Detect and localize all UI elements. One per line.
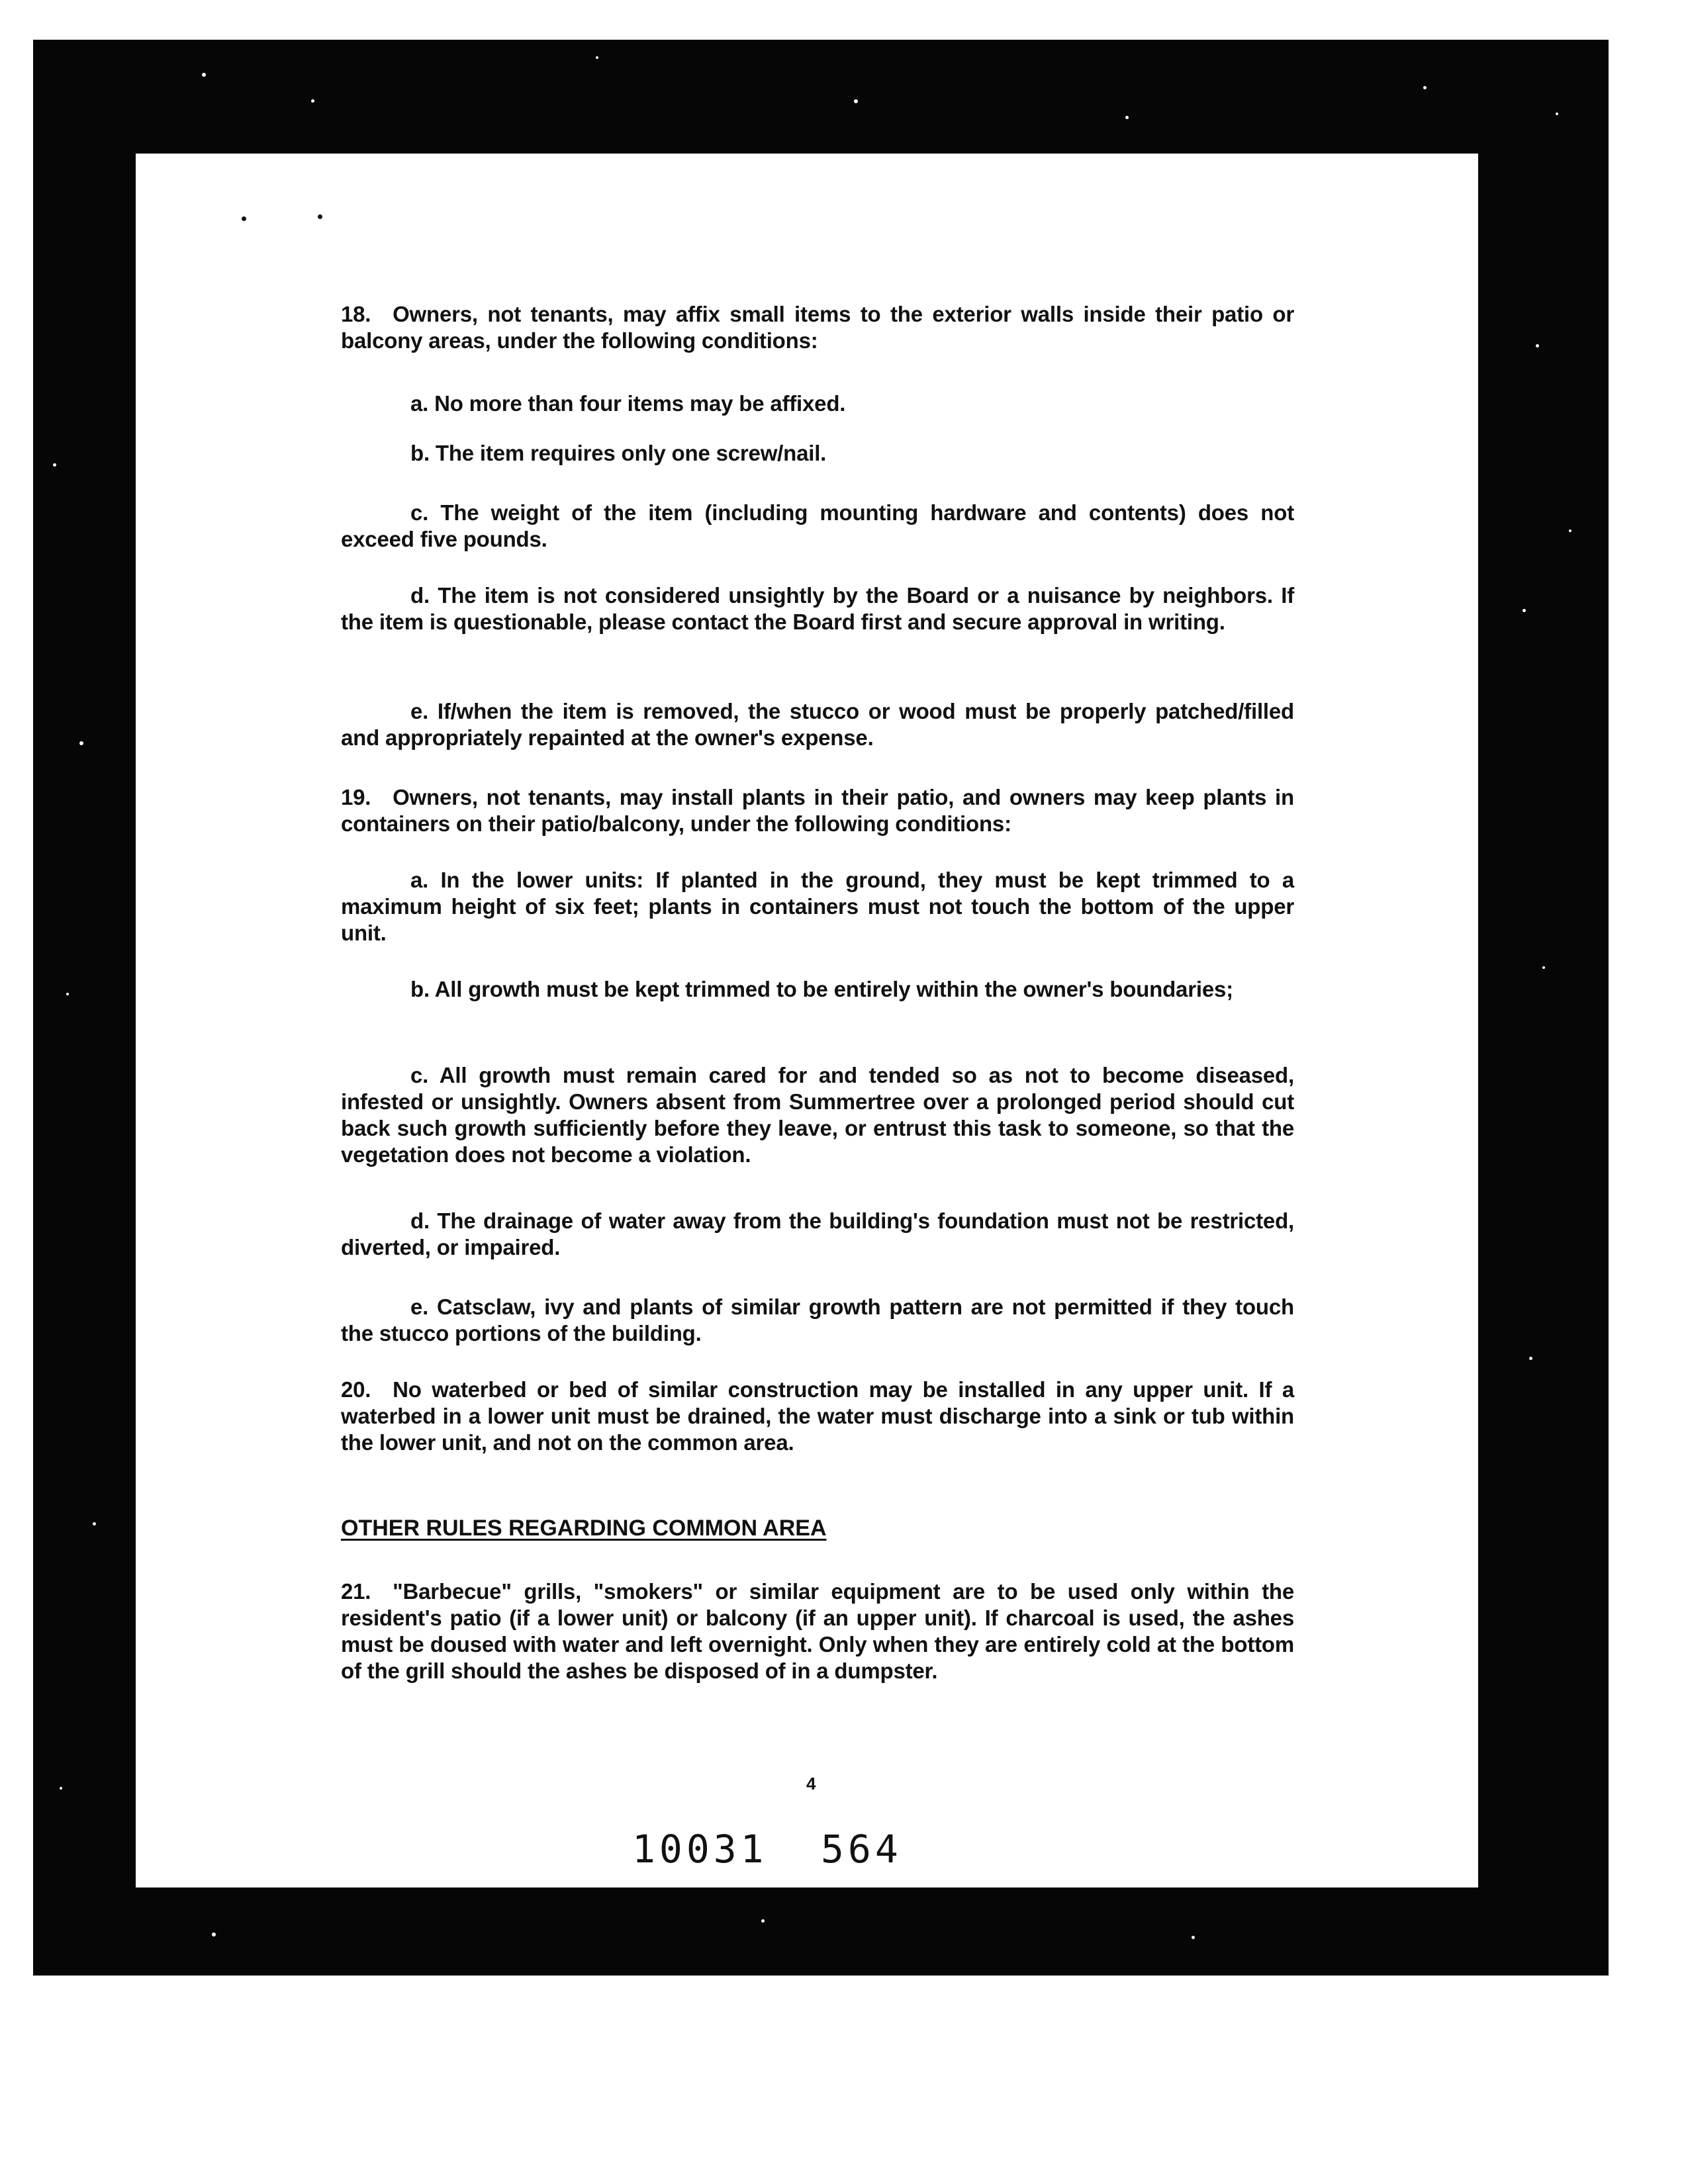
rule-19-condition-a: a. In the lower units: If planted in the ground, they must be kept trimmed to a maximum height of six feet; plants in containers must not touch the bottom of the upper unit. — [341, 868, 1294, 945]
scan-speck — [1542, 966, 1545, 969]
rule-18-condition-b: b. The item requires only one screw/nail. — [410, 441, 827, 465]
scan-speck — [1556, 113, 1558, 115]
section-heading: OTHER RULES REGARDING COMMON AREA — [341, 1516, 827, 1541]
scan-speck — [311, 99, 314, 103]
scan-speck — [202, 73, 206, 77]
scan-speck — [66, 993, 69, 995]
scan-speck — [1125, 116, 1129, 119]
scan-speck — [1523, 609, 1526, 612]
rule-19-condition-e: e. Catsclaw, ivy and plants of similar growth pattern are not permitted if they touch the stucco portions of the building. — [341, 1295, 1294, 1345]
recording-book-number: 10031 — [632, 1827, 768, 1872]
rule-18-condition-e: e. If/when the item is removed, the stucco or wood must be properly patched/filled and appropriately repainted at the owner's expense. — [341, 699, 1294, 750]
rule-20: 20. No waterbed or bed of similar construction may be installed in any upper unit. If a waterbed in a lower unit must be drained, the water must discharge into a sink or tub within the lower unit, and not on the common area. — [341, 1377, 1294, 1455]
rule-19-condition-d: d. The drainage of water away from the building's foundation must not be restricted, diverted, or impaired. — [341, 1208, 1294, 1259]
scan-speck — [1536, 344, 1539, 347]
rule-19-condition-c: c. All growth must remain cared for and tended so as not to become diseased, infested or unsightly. Owners absent from Summertree over a prolonged period should cut back such growth sufficiently before they leave, or entrust this task to someone, so that the vegetation does not become a violation. — [341, 1063, 1294, 1167]
rule-18-condition-c: c. The weight of the item (including mounting hardware and contents) does not exceed five pounds. — [341, 500, 1294, 551]
scan-speck — [596, 56, 598, 59]
page-number: 4 — [806, 1774, 816, 1794]
scan-speck — [1192, 1936, 1195, 1939]
scan-speck — [1423, 86, 1427, 89]
rule-21: 21. "Barbecue" grills, "smokers" or similar equipment are to be used only within the resident's patio (if a lower unit) or balcony (if an upper unit). If charcoal is used, the ashes must be doused with water and left overnight. Only when they are entirely cold at the bottom of the grill should the ashes be disposed of in a dumpster. — [341, 1579, 1294, 1683]
rule-18-condition-d: d. The item is not considered unsightly by the Board or a nuisance by neighbors. If the item is questionable, please contact the Board first and secure approval in writing. — [341, 583, 1294, 634]
rule-18-condition-a: a. No more than four items may be affixed. — [410, 391, 846, 416]
scan-speck — [53, 463, 56, 467]
scan-speck — [60, 1787, 62, 1790]
rule-19: 19. Owners, not tenants, may install plants in their patio, and owners may keep plants in containers on their patio/balcony, under the following conditions: — [341, 785, 1294, 836]
scan-speck — [79, 741, 83, 745]
rule-18: 18. Owners, not tenants, may affix small items to the exterior walls inside their patio or balcony areas, under the following conditions: — [341, 302, 1294, 353]
scan-speck — [1569, 529, 1571, 532]
scan-speck — [761, 1919, 765, 1923]
scan-speck — [318, 214, 322, 219]
scan-speck — [93, 1522, 96, 1525]
scan-speck — [1529, 1357, 1532, 1360]
rule-19-condition-b: b. All growth must be kept trimmed to be entirely within the owner's boundaries; — [410, 977, 1233, 1001]
scan-speck — [212, 1933, 216, 1936]
scan-speck — [242, 216, 246, 221]
scan-speck — [854, 99, 858, 103]
recording-page-number: 564 — [821, 1827, 902, 1872]
